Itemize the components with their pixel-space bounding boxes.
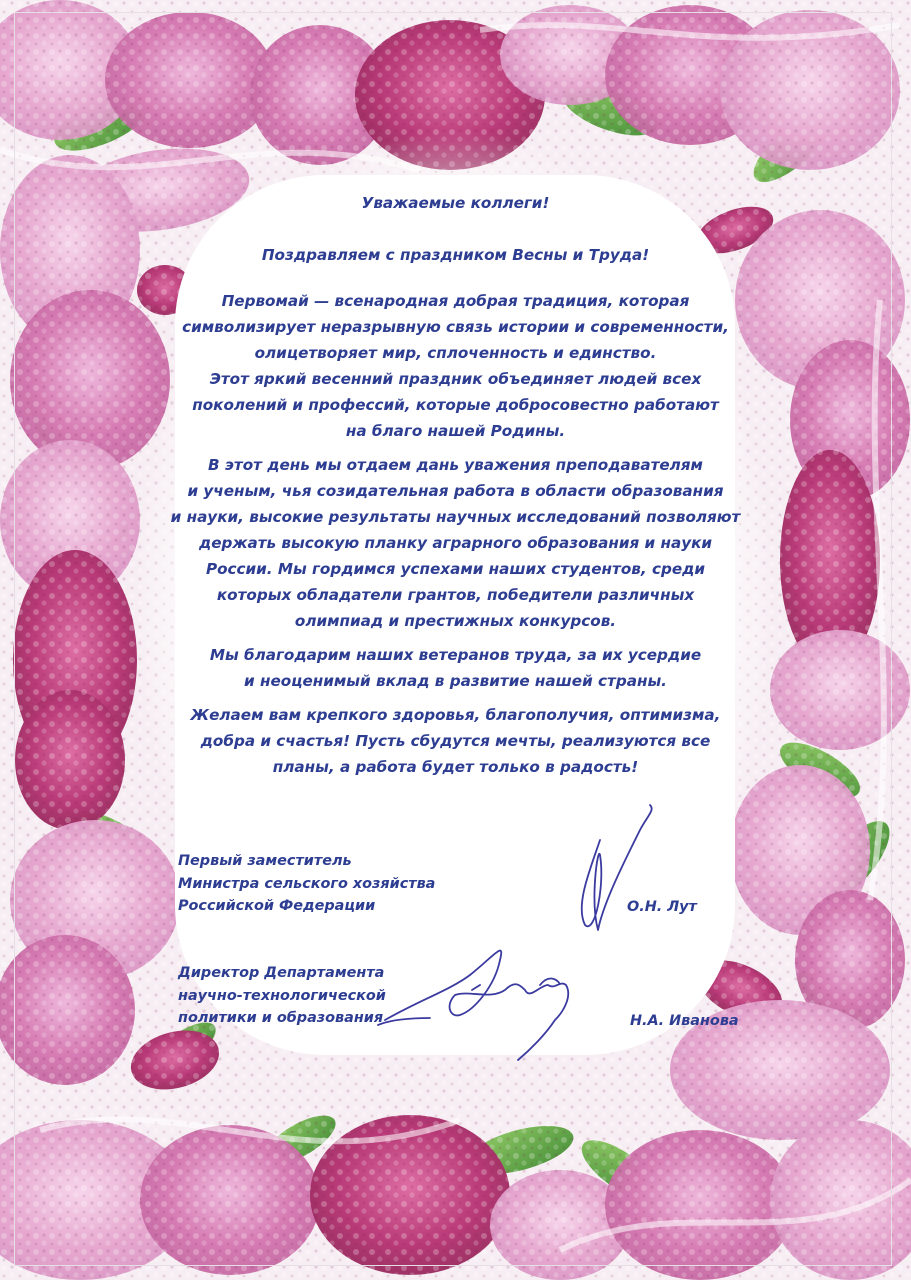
text-line: поколений и профессий, которые добросовестно работают [192,396,719,414]
text-line: держать высокую планку аграрного образования и науки [198,534,713,552]
text-line: на благо нашей Родины. [345,422,566,440]
text-line: и науки, высокие результаты научных исследований позволяют [170,508,741,526]
title-line: Российской Федерации [178,898,376,914]
text-line: и неоценимый вклад в развитие нашей страны. [244,672,667,690]
greeting: Уважаемые коллеги! [361,194,550,212]
title-line: политики и образования [178,1010,384,1026]
title-line: Министра сельского хозяйства [178,875,436,892]
text-line: олицетворяет мир, сплоченность и единство. [254,344,657,362]
text-line: олимпиад и престижных конкурсов. [294,612,617,630]
signatory-2-title [178,962,386,1030]
paragraph-veterans [160,642,751,694]
text-line: и ученым, чья созидательная работа в области образования [187,482,724,500]
text-line: добра и счастья! Пусть сбудутся мечты, реализуются все [200,732,711,750]
text-line: Первомай — всенародная добрая традиция, которая [221,292,690,310]
paragraph-wishes [160,702,751,780]
signatory-1-title [178,850,435,918]
signatory-1-name: О.Н. Лут [627,899,697,915]
paragraph-tradition [160,288,751,444]
text-line: планы, а работа будет только в радость! [272,758,639,776]
text-line: Мы благодарим наших ветеранов труда, за их усердие [209,646,702,664]
title-line: Первый заместитель [178,853,352,869]
text-line: которых обладатели грантов, победители различных [216,586,695,604]
text-line: символизирует неразрывную связь истории и современности, [182,318,729,336]
paragraph-teachers [160,452,751,634]
text-line: Желаем вам крепкого здоровья, благополучия, оптимизма, [190,706,721,724]
text-line: В этот день мы отдаем дань уважения преподавателям [208,456,703,474]
letter-body [160,190,751,780]
congratulation-line: Поздравляем с праздником Весны и Труда! [261,246,650,264]
signatory-2-name: Н.А. Иванова [630,1013,739,1029]
title-line: научно-технологической [178,987,386,1004]
text-line: России. Мы гордимся успехами наших студентов, среди [205,560,706,578]
text-line: Этот яркий весенний праздник объединяет людей всех [209,370,702,388]
title-line: Директор Департамента [178,965,385,981]
